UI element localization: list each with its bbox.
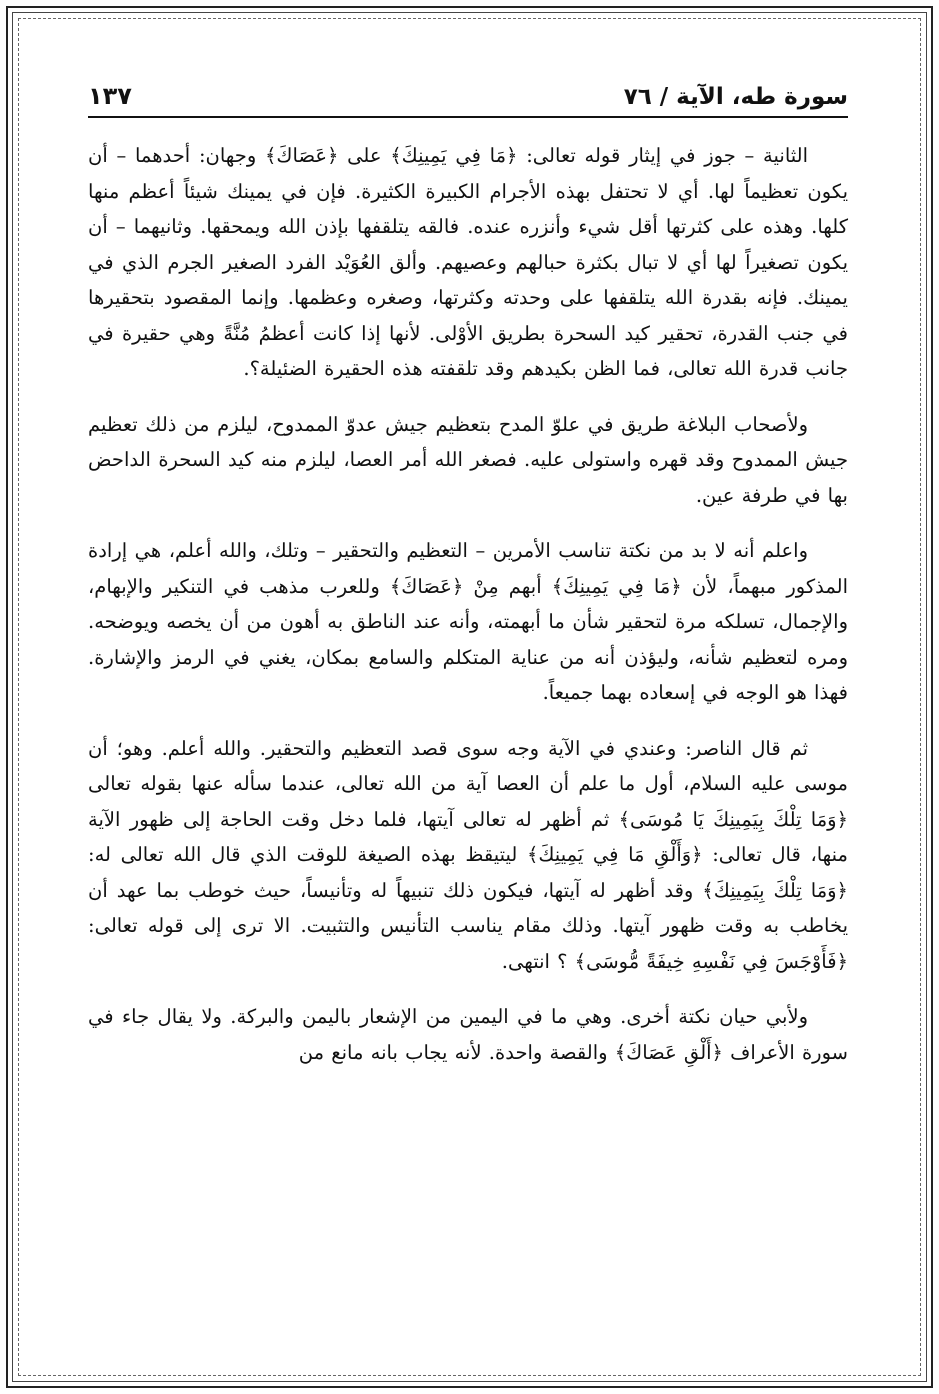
- running-header-title: سورة طه، الآية / ٧٦: [623, 84, 848, 110]
- running-header: [88, 70, 848, 118]
- paragraph-3: واعلم أنه لا بد من نكتة تناسب الأمرين – التعظيم والتحقير – وتلك، والله أعلم، هي إرادة المذكور مبهماً، لأن ﴿مَا فِي يَمِينِكَ﴾ أبهم مِنْ ﴿عَصَاكَ﴾ وللعرب مذهب في التنكير والإبهام، والإجمال، تسلكه مرة لتحقير شأن ما أبهمته، وأنه عند الناطق به أهون من أن يخصه ويوضحه. ومره لتعظيم شأنه، وليؤذن أنه من عناية المتكلم والسامع بمكان، يغني في الرمز والإشارة. فهذا هو الوجه في إسعاده بهما جميعاً.: [88, 539, 848, 704]
- page-number: ١٣٧: [88, 82, 132, 110]
- body-text: [88, 138, 848, 1070]
- paragraph-1: الثانية – جوز في إيثار قوله تعالى: ﴿مَا فِي يَمِينِكَ﴾ على ﴿عَصَاكَ﴾ وجهان: أحدهما – أن يكون تعظيماً لها. أي لا تحتفل بهذه الأجرام الكبيرة الكثيرة. فإن في يمينك شيئاً أعظم منها كلها. وهذه على كثرتها أقل شيء وأنزره عنده. فالقه يتلقفها بإذن الله ويمحقها. وثانيهما – أن يكون تصغيراً لها أي لا تبال بكثرة حبالهم وعصيهم. وألق العُوَيْد الفرد الصغير الجرم الذي في يمينك. فإنه بقدرة الله يتلقفها على وحدته وكثرتها، وصغره وعظمها. وإنما المقصود بتحقيرها في جنب القدرة، تحقير كيد السحرة بطريق الأوْلى. لأنها إذا كانت أعظمُ مُنَّةً وهي حقيرة في جانب قدرة الله تعالى، فما الظن بكيدهم وقد تلقفته هذه الحقيرة الضئيلة؟.: [88, 144, 848, 380]
- paragraph-4: ثم قال الناصر: وعندي في الآية وجه سوى قصد التعظيم والتحقير. والله أعلم. وهو؛ أن موسى عليه السلام، أول ما علم أن العصا آية من الله تعالى، عندما سأله عنها بقوله تعالى ﴿وَمَا تِلْكَ بِيَمِينِكَ يَا مُوسَى﴾ ثم أظهر له تعالى آيتها، فلما دخل وقت الحاجة إلى ظهور الآية منها، قال تعالى: ﴿وَأَلْقِ مَا فِي يَمِينِكَ﴾ ليتيقظ بهذه الصيغة للوقت الذي قال الله تعالى له: ﴿وَمَا تِلْكَ بِيَمِينِكَ﴾ وقد أظهر له آيتها، فيكون ذلك تنبيهاً له وتأنيساً، حيث خوطب بما عهد أن يخاطب به وقت ظهور آيتها. وذلك مقام يناسب التأنيس والتثبيت. الا ترى إلى قوله تعالى: ﴿فَأَوْجَسَ فِي نَفْسِهِ خِيفَةً مُّوسَى﴾ ؟ انتهى.: [88, 736, 848, 973]
- paragraph-2: ولأصحاب البلاغة طريق في علوّ المدح بتعظيم جيش عدوّ الممدوح، ليلزم من ذلك تعظيم جيش الممدوح وقد قهره واستولى عليه. فصغر الله أمر العصا، ليلزم منه كيد السحرة الداحض بها في طرفة عين.: [88, 412, 848, 507]
- paragraph-5: ولأبي حيان نكتة أخرى. وهي ما في اليمين من الإشعار باليمن والبركة. ولا يقال جاء في سورة الأعراف ﴿أَلْقِ عَصَاكَ﴾ والقصة واحدة. لأنه يجاب بانه مانع من: [88, 1005, 848, 1064]
- page-content: [88, 70, 848, 1090]
